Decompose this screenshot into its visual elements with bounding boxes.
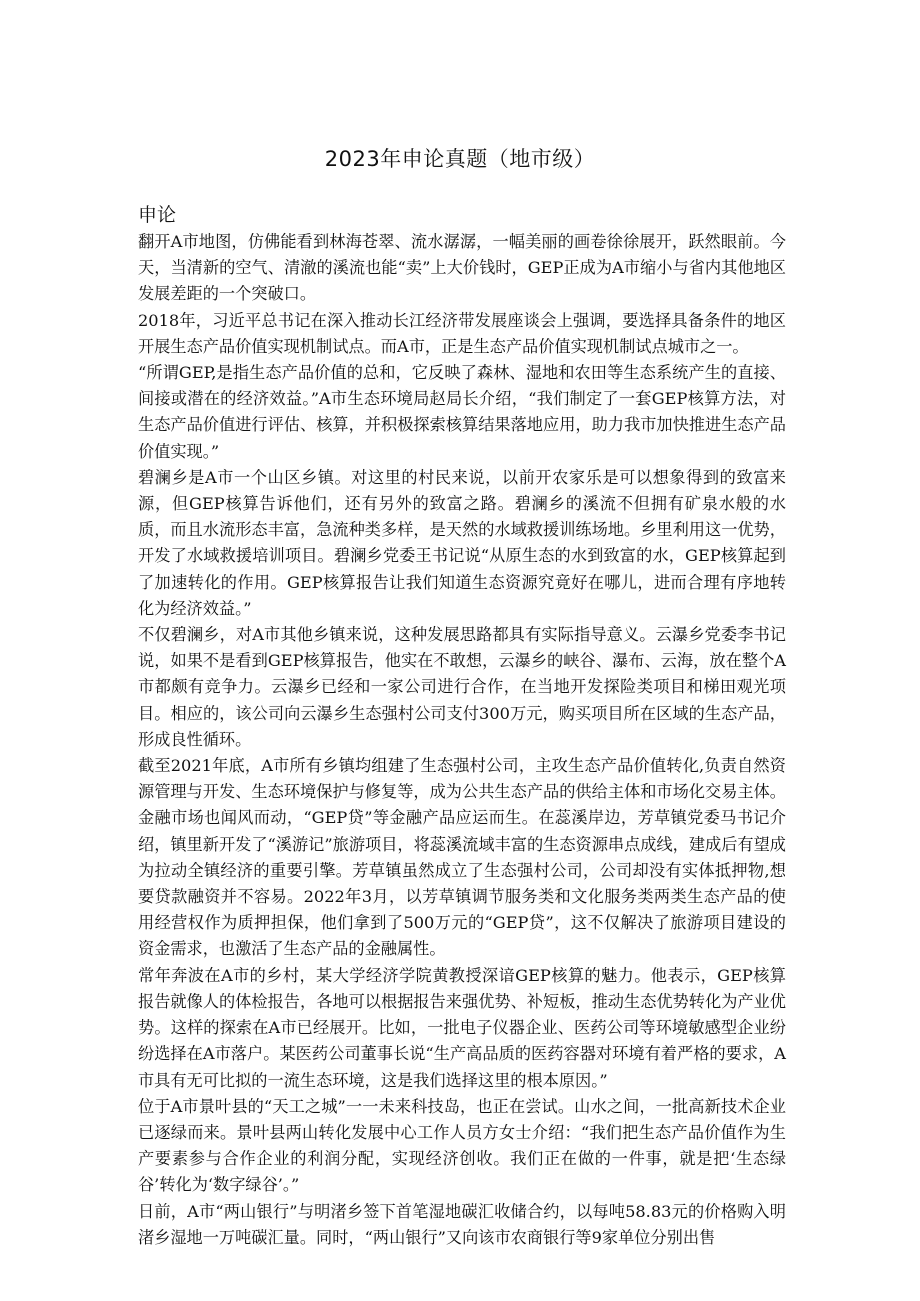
document-title: 2023年申论真题（地市级）: [324, 147, 596, 171]
paragraph-1: 翻开A市地图，仿佛能看到林海苍翠、流水潺潺，一幅美丽的画卷徐徐展开，跃然眼前。今天，当清新的空气、清澈的溪流也能“卖”上大价钱时，GEP正成为A市缩小与省内其他地区发展差距的一个突破口。: [138, 232, 786, 304]
paragraph-7: 常年奔波在A市的乡村，某大学经济学院黄教授深谙GEP核算的魅力。他表示，GEP核算报告就像人的体检报告，各地可以根据报告来强优势、补短板，推动生态优势转化为产业优势。这样的探索在A市已经展开。比如，一批电子仪器企业、医药公司等环境敏感型企业纷纷选择在A市落户。某医药公司董事长说“生产高品质的医药容器对环境有着严格的要求，A市具有无可比拟的一流生态环境，这是我们选择这里的根本原因。”: [138, 965, 786, 1090]
paragraph-5: 不仅碧澜乡，对A市其他乡镇来说，这种发展思路都具有实际指导意义。云瀑乡党委李书记说，如果不是看到GEP核算报告，他实在不敢想，云瀑乡的峡谷、瀑布、云海，放在整个A市都颇有竞争力。云瀑乡已经和一家公司进行合作，在当地开发探险类项目和梯田观光项目。相应的，该公司向云瀑乡生态强村公司支付300万元，购买项目所在区域的生态产品，形成良性循环。: [138, 625, 786, 749]
paragraph-8: 位于A市景叶县的“天工之城”一一未来科技岛，也正在尝试。山水之间，一批高新技术企业已逐绿而来。景叶县两山转化发展中心工作人员方女士介绍：“我们把生态产品价值作为生产要素参与合作企业的利润分配，实现经济创收。我们正在做的一件事，就是把‘生态绿谷’转化为‘数字绿谷’。”: [138, 1096, 786, 1195]
paragraph-9: 日前，A市“两山银行”与明渚乡签下首笔湿地碳汇收储合约，以每吨58.83元的价格购入明渚乡湿地一万吨碳汇量。同时，“两山银行”又向该市农商银行等9家单位分别出售: [138, 1201, 786, 1247]
body-text: [138, 229, 786, 1251]
section-heading: 申论: [138, 204, 177, 226]
paragraph-4: 碧澜乡是A市一个山区乡镇。对这里的村民来说，以前开农家乐是可以想象得到的致富来源，但GEP核算告诉他们，还有另外的致富之路。碧澜乡的溪流不但拥有矿泉水般的水质，而且水流形态丰富，急流种类多样，是天然的水域救援训练场地。乡里利用这一优势，开发了水域救援培训项目。碧澜乡党委王书记说“从原生态的水到致富的水，GEP核算起到了加速转化的作用。GEP核算报告让我们知道生态资源究竟好在哪儿，进而合理有序地转化为经济效益。”: [138, 467, 786, 618]
paragraph-2: 2018年，习近平总书记在深入推动长江经济带发展座谈会上强调，要选择具备条件的地区开展生态产品价值实现机制试点。而A市，正是生态产品价值实现机制试点城市之一。: [138, 310, 786, 356]
paragraph-6: 截至2021年底，A市所有乡镇均组建了生态强村公司，主攻生态产品价值转化,负责自然资源管理与开发、生态环境保护与修复等，成为公共生态产品的供给主体和市场化交易主体。金融市场也闻风而动，“GEP贷”等金融产品应运而生。在蕊溪岸边，芳草镇党委马书记介绍，镇里新开发了“溪游记”旅游项目，将蕊溪流域丰富的生态资源串点成线，建成后有望成为拉动全镇经济的重要引擎。芳草镇虽然成立了生态强村公司，公司却没有实体抵押物,想要贷款融资并不容易。2022年3月，以芳草镇调节服务类和文化服务类两类生态产品的使用经营权作为质押担保，他们拿到了500万元的“GEP贷”，这不仅解决了旅游项目建设的资金需求，也激活了生态产品的金融属性。: [138, 756, 786, 959]
paragraph-3: “所谓GEP,是指生态产品价值的总和，它反映了森林、湿地和农田等生态系统产生的直接、间接或潜在的经济效益。”A市生态环境局赵局长介绍，“我们制定了一套GEP核算方法，对生态产品价值进行评估、核算，并积极探索核算结果落地应用，助力我市加快推进生态产品价值实现。”: [138, 363, 786, 461]
